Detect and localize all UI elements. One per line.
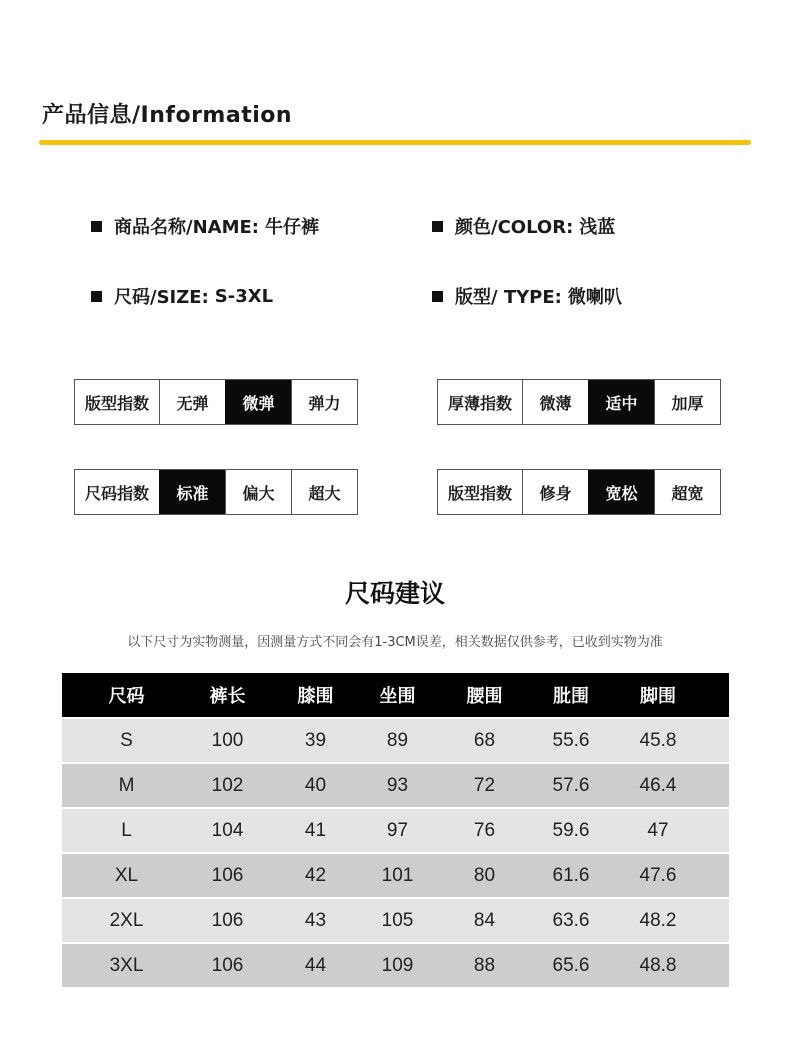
table-cell: 55.6: [552, 729, 590, 751]
table-cell: 104: [211, 819, 244, 841]
section-title: 产品信息/Information: [42, 103, 293, 128]
square-bullet-icon: [432, 221, 443, 232]
table-cell: 46.4: [639, 774, 677, 796]
table-cell: 76: [473, 819, 496, 841]
table-cell: 101: [381, 864, 414, 886]
table-cell: 63.6: [552, 909, 590, 931]
index-option: 超宽: [654, 470, 720, 514]
table-cell: 57.6: [552, 774, 590, 796]
table-cell: XL: [114, 864, 139, 886]
index-option: 超大: [291, 470, 357, 514]
table-cell: 72: [473, 774, 496, 796]
column-header: 腰围: [466, 686, 503, 707]
info-size: [91, 283, 273, 309]
index-option: 修身: [522, 470, 588, 514]
info-color-label: 颜色/COLOR:: [455, 217, 574, 238]
table-cell: 48.8: [639, 954, 677, 976]
table-cell: 2XL: [109, 909, 144, 931]
table-cell: 106: [211, 864, 244, 886]
column-header: 脚围: [640, 686, 676, 707]
index-title: 尺码指数: [84, 483, 149, 503]
table-cell: 61.6: [552, 864, 590, 886]
index-table: [437, 469, 721, 515]
table-cell: 105: [381, 909, 414, 931]
index-option: 无弹: [159, 380, 225, 424]
info-size-label: 尺码/SIZE:: [114, 287, 209, 308]
table-cell: 68: [473, 729, 496, 751]
index-option: 微弹: [225, 380, 291, 424]
table-cell: 106: [211, 909, 244, 931]
table-cell: 88: [473, 954, 496, 976]
table-cell: 97: [386, 819, 409, 841]
table-cell: 84: [473, 909, 496, 931]
table-cell: 89: [386, 729, 409, 751]
square-bullet-icon: [432, 291, 443, 302]
table-cell: 109: [381, 954, 414, 976]
index-title: 版型指数: [84, 393, 149, 413]
info-name-label: 商品名称/NAME:: [114, 217, 259, 238]
title-underline: [39, 140, 751, 145]
table-row: [62, 944, 729, 987]
index-title: 厚薄指数: [447, 393, 512, 413]
info-name: [91, 213, 319, 239]
size-guide-note: 以下尺寸为实物测量，因测量方式不同会有1-3CM误差，相关数据仅供参考，已收到实物为准: [127, 635, 663, 650]
info-size-value: S-3XL: [214, 285, 274, 307]
index-table: [74, 469, 358, 515]
index-option: 偏大: [225, 470, 291, 514]
index-table: [74, 379, 358, 425]
table-cell: 100: [211, 729, 244, 751]
table-row: [62, 809, 729, 852]
table-header-row: [62, 673, 729, 717]
table-cell: 47.6: [639, 864, 677, 886]
table-cell: 3XL: [109, 954, 144, 976]
table-cell: 43: [304, 909, 327, 931]
table-cell: 41: [304, 819, 327, 841]
info-color: [432, 213, 615, 239]
size-table: [62, 673, 729, 989]
info-type: [432, 283, 622, 309]
table-cell: 39: [304, 729, 327, 751]
table-cell: 65.6: [552, 954, 590, 976]
info-type-value: 微喇叭: [567, 287, 622, 308]
table-cell: 93: [386, 774, 409, 796]
square-bullet-icon: [91, 291, 102, 302]
table-cell: S: [120, 729, 133, 751]
table-cell: L: [121, 819, 132, 841]
size-guide-title: 尺码建议: [344, 579, 445, 608]
index-option: 适中: [588, 380, 654, 424]
table-row: [62, 764, 729, 807]
index-option: 加厚: [654, 380, 720, 424]
table-row: [62, 719, 729, 762]
info-color-value: 浅蓝: [579, 217, 616, 238]
index-option: 微薄: [522, 380, 588, 424]
table-row: [62, 899, 729, 942]
column-header: 膝围: [297, 686, 334, 707]
column-header: 尺码: [108, 686, 145, 707]
column-header: 肶围: [553, 686, 589, 707]
index-title: 版型指数: [447, 483, 512, 503]
table-cell: M: [118, 774, 135, 796]
table-cell: 40: [304, 774, 327, 796]
index-option: 宽松: [588, 470, 654, 514]
table-row: [62, 854, 729, 897]
table-cell: 102: [211, 774, 244, 796]
info-name-value: 牛仔裤: [264, 217, 319, 238]
square-bullet-icon: [91, 221, 102, 232]
table-cell: 47: [647, 819, 669, 841]
column-header: 裤长: [209, 686, 246, 707]
index-option: 标准: [159, 470, 225, 514]
index-table: [437, 379, 721, 425]
table-cell: 106: [211, 954, 244, 976]
table-cell: 45.8: [639, 729, 677, 751]
table-cell: 59.6: [552, 819, 590, 841]
table-cell: 44: [304, 954, 327, 976]
table-cell: 48.2: [639, 909, 677, 931]
table-cell: 42: [304, 864, 327, 886]
info-type-label: 版型/ TYPE:: [455, 287, 562, 308]
column-header: 坐围: [379, 686, 416, 707]
index-option: 弹力: [291, 380, 357, 424]
table-cell: 80: [473, 864, 496, 886]
